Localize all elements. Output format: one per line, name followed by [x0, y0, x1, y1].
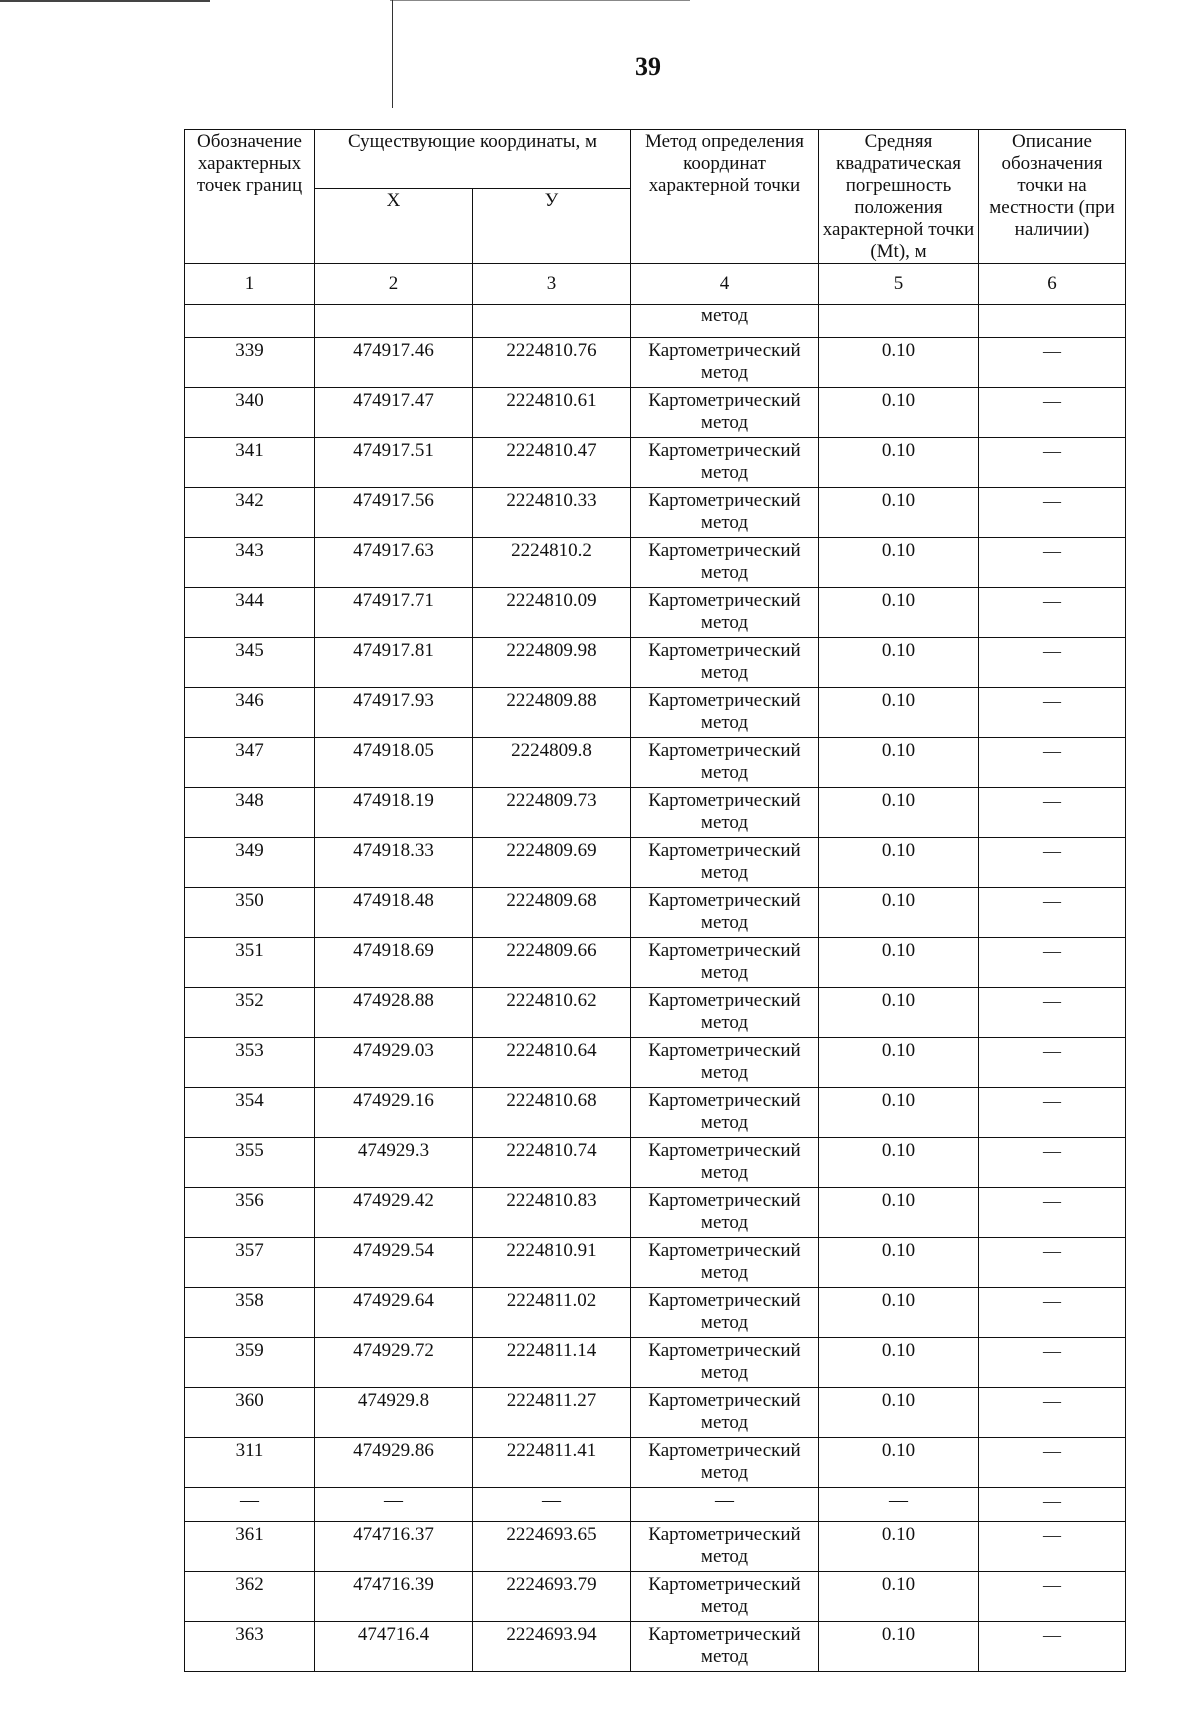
coord-y: 2224810.09	[473, 588, 631, 638]
coord-x: 474928.88	[315, 988, 473, 1038]
method-cell: Картометрический метод	[631, 1038, 819, 1088]
point-id: 347	[185, 738, 315, 788]
accuracy-cell: 0.10	[819, 1238, 979, 1288]
method-cell: Картометрический метод	[631, 638, 819, 688]
point-id: 346	[185, 688, 315, 738]
table-row	[185, 988, 1126, 1038]
method-cell: Картометрический метод	[631, 1522, 819, 1572]
coord-y: 2224693.65	[473, 1522, 631, 1572]
coord-y: 2224810.91	[473, 1238, 631, 1288]
coord-y: 2224693.94	[473, 1622, 631, 1672]
table-row	[185, 888, 1126, 938]
coord-x: —	[315, 1488, 473, 1522]
description-cell: —	[979, 838, 1126, 888]
description-cell: —	[979, 688, 1126, 738]
coord-x: 474929.3	[315, 1138, 473, 1188]
continuation-row	[185, 305, 1126, 338]
description-cell: —	[979, 788, 1126, 838]
column-number: 4	[631, 264, 819, 305]
coord-x: 474917.71	[315, 588, 473, 638]
table-row	[185, 1238, 1126, 1288]
table-row	[185, 1188, 1126, 1238]
column-number: 1	[185, 264, 315, 305]
point-id: 349	[185, 838, 315, 888]
table-row	[185, 538, 1126, 588]
coord-x: 474917.47	[315, 388, 473, 438]
table-row	[185, 438, 1126, 488]
scan-top-rule	[390, 0, 690, 1]
description-cell: —	[979, 338, 1126, 388]
accuracy-cell: 0.10	[819, 888, 979, 938]
accuracy-cell: 0.10	[819, 788, 979, 838]
method-cell: Картометрический метод	[631, 938, 819, 988]
coord-y: 2224810.61	[473, 388, 631, 438]
method-cell: Картометрический метод	[631, 338, 819, 388]
coord-x: 474917.46	[315, 338, 473, 388]
coord-x: 474918.05	[315, 738, 473, 788]
method-cell: Картометрический метод	[631, 1138, 819, 1188]
point-id: 351	[185, 938, 315, 988]
column-number: 2	[315, 264, 473, 305]
coord-x: 474918.33	[315, 838, 473, 888]
header-x: X	[315, 188, 473, 263]
table-row	[185, 388, 1126, 438]
separator-row	[185, 1488, 1126, 1522]
accuracy-cell: 0.10	[819, 1038, 979, 1088]
coord-x: 474929.72	[315, 1338, 473, 1388]
point-id: 361	[185, 1522, 315, 1572]
point-id: 343	[185, 538, 315, 588]
coord-x: 474918.48	[315, 888, 473, 938]
method-cell: Картометрический метод	[631, 1288, 819, 1338]
point-id: 344	[185, 588, 315, 638]
description-cell: —	[979, 488, 1126, 538]
method-cell: Картометрический метод	[631, 488, 819, 538]
boundary-points-table	[184, 129, 1126, 1672]
accuracy-cell: 0.10	[819, 688, 979, 738]
coord-y: 2224810.83	[473, 1188, 631, 1238]
table-row	[185, 1388, 1126, 1438]
description-cell: —	[979, 938, 1126, 988]
table-row	[185, 1038, 1126, 1088]
point-id: 359	[185, 1338, 315, 1388]
accuracy-cell: 0.10	[819, 1388, 979, 1438]
accuracy-cell: 0.10	[819, 1622, 979, 1672]
description-cell: —	[979, 1188, 1126, 1238]
point-id: 345	[185, 638, 315, 688]
coord-y: 2224811.02	[473, 1288, 631, 1338]
method-cell: Картометрический метод	[631, 688, 819, 738]
coord-y: 2224809.68	[473, 888, 631, 938]
coord-y: 2224810.33	[473, 488, 631, 538]
method-cell: —	[631, 1488, 819, 1522]
point-id: 311	[185, 1438, 315, 1488]
coord-x: 474929.16	[315, 1088, 473, 1138]
accuracy-cell: 0.10	[819, 388, 979, 438]
column-number: 5	[819, 264, 979, 305]
description-cell: —	[979, 1522, 1126, 1572]
coord-y: 2224809.66	[473, 938, 631, 988]
coord-y: 2224810.62	[473, 988, 631, 1038]
point-id: 360	[185, 1388, 315, 1438]
point-id: 363	[185, 1622, 315, 1672]
header-y: У	[473, 188, 631, 263]
coord-x: 474918.69	[315, 938, 473, 988]
point-id: 342	[185, 488, 315, 538]
header-coordinates: Существующие координаты, м	[315, 130, 631, 189]
table-row	[185, 838, 1126, 888]
accuracy-cell: 0.10	[819, 1088, 979, 1138]
scan-top-rule	[0, 0, 210, 2]
coord-y: 2224809.69	[473, 838, 631, 888]
coord-y: 2224810.2	[473, 538, 631, 588]
table-row	[185, 1622, 1126, 1672]
point-id: 352	[185, 988, 315, 1038]
coord-x: 474929.03	[315, 1038, 473, 1088]
description-cell: —	[979, 738, 1126, 788]
coord-y: 2224811.14	[473, 1338, 631, 1388]
method-cell: Картометрический метод	[631, 1088, 819, 1138]
accuracy-cell: 0.10	[819, 938, 979, 988]
point-id: 341	[185, 438, 315, 488]
coord-y: —	[473, 1488, 631, 1522]
point-id: 354	[185, 1088, 315, 1138]
description-cell: —	[979, 1288, 1126, 1338]
table-row	[185, 938, 1126, 988]
table-row	[185, 688, 1126, 738]
header-method: Метод определения координат характерной точки	[631, 130, 819, 264]
accuracy-cell: 0.10	[819, 738, 979, 788]
description-cell: —	[979, 588, 1126, 638]
method-cell: Картометрический метод	[631, 988, 819, 1038]
method-cell: Картометрический метод	[631, 1572, 819, 1622]
coord-y: 2224809.73	[473, 788, 631, 838]
table-row	[185, 488, 1126, 538]
point-id: 350	[185, 888, 315, 938]
description-cell: —	[979, 1088, 1126, 1138]
coord-y: 2224809.88	[473, 688, 631, 738]
coord-x: 474929.54	[315, 1238, 473, 1288]
point-id: —	[185, 1488, 315, 1522]
header-accuracy: Средняя квадратическая погрешность положения характерной точки (Mt), м	[819, 130, 979, 264]
description-cell: —	[979, 1388, 1126, 1438]
description-cell: —	[979, 988, 1126, 1038]
table-row	[185, 1522, 1126, 1572]
coord-x: 474716.39	[315, 1572, 473, 1622]
coord-x: 474929.8	[315, 1388, 473, 1438]
description-cell: —	[979, 638, 1126, 688]
table-row	[185, 338, 1126, 388]
coord-x: 474917.81	[315, 638, 473, 688]
coord-y: 2224811.27	[473, 1388, 631, 1438]
coord-x: 474929.64	[315, 1288, 473, 1338]
accuracy-cell: 0.10	[819, 1188, 979, 1238]
accuracy-cell: —	[819, 1488, 979, 1522]
accuracy-cell: 0.10	[819, 438, 979, 488]
column-numbers-row	[185, 264, 1126, 305]
accuracy-cell: 0.10	[819, 538, 979, 588]
description-cell: —	[979, 1138, 1126, 1188]
point-id: 348	[185, 788, 315, 838]
table-row	[185, 1338, 1126, 1388]
method-cell: Картометрический метод	[631, 738, 819, 788]
description-cell: —	[979, 1338, 1126, 1388]
accuracy-cell: 0.10	[819, 588, 979, 638]
method-cell: Картометрический метод	[631, 1622, 819, 1672]
table-row	[185, 1438, 1126, 1488]
description-cell: —	[979, 1572, 1126, 1622]
accuracy-cell: 0.10	[819, 488, 979, 538]
coord-y: 2224810.74	[473, 1138, 631, 1188]
accuracy-cell: 0.10	[819, 1338, 979, 1388]
accuracy-cell: 0.10	[819, 1138, 979, 1188]
coord-x: 474929.86	[315, 1438, 473, 1488]
table-row	[185, 1138, 1126, 1188]
description-cell: —	[979, 888, 1126, 938]
point-id: 340	[185, 388, 315, 438]
method-cell: Картометрический метод	[631, 888, 819, 938]
method-cell: Картометрический метод	[631, 1188, 819, 1238]
table-row	[185, 588, 1126, 638]
accuracy-cell: 0.10	[819, 1288, 979, 1338]
point-id: 353	[185, 1038, 315, 1088]
table-row	[185, 738, 1126, 788]
description-cell: —	[979, 388, 1126, 438]
point-id: 362	[185, 1572, 315, 1622]
accuracy-cell: 0.10	[819, 1522, 979, 1572]
description-cell: —	[979, 1622, 1126, 1672]
point-id: 355	[185, 1138, 315, 1188]
accuracy-cell: 0.10	[819, 338, 979, 388]
coord-x: 474716.37	[315, 1522, 473, 1572]
header-point-designation: Обозначение характерных точек границ	[185, 130, 315, 264]
column-number: 6	[979, 264, 1126, 305]
coord-x: 474917.63	[315, 538, 473, 588]
coord-x: 474918.19	[315, 788, 473, 838]
coord-y: 2224809.98	[473, 638, 631, 688]
point-id: 356	[185, 1188, 315, 1238]
coord-y: 2224810.76	[473, 338, 631, 388]
method-cell: Картометрический метод	[631, 1238, 819, 1288]
accuracy-cell: 0.10	[819, 1572, 979, 1622]
coord-y: 2224810.64	[473, 1038, 631, 1088]
accuracy-cell: 0.10	[819, 1438, 979, 1488]
method-cell: Картометрический метод	[631, 838, 819, 888]
method-cell: Картометрический метод	[631, 1438, 819, 1488]
coord-x: 474917.56	[315, 488, 473, 538]
point-id: 339	[185, 338, 315, 388]
header-description: Описание обозначения точки на местности (при наличии)	[979, 130, 1126, 264]
method-cell: Картометрический метод	[631, 438, 819, 488]
page-number: 39	[635, 52, 661, 81]
accuracy-cell: 0.10	[819, 838, 979, 888]
table-row	[185, 638, 1126, 688]
method-cell: Картометрический метод	[631, 788, 819, 838]
coord-x: 474917.51	[315, 438, 473, 488]
method-cell: Картометрический метод	[631, 388, 819, 438]
description-cell: —	[979, 1438, 1126, 1488]
coord-x: 474917.93	[315, 688, 473, 738]
description-cell: —	[979, 1238, 1126, 1288]
continuation-text: метод	[631, 305, 819, 338]
table-row	[185, 1288, 1126, 1338]
coord-x: 474716.4	[315, 1622, 473, 1672]
method-cell: Картометрический метод	[631, 1338, 819, 1388]
column-number: 3	[473, 264, 631, 305]
table-row	[185, 1572, 1126, 1622]
coord-y: 2224810.47	[473, 438, 631, 488]
coord-x: 474929.42	[315, 1188, 473, 1238]
description-cell: —	[979, 438, 1126, 488]
table-row	[185, 788, 1126, 838]
point-id: 358	[185, 1288, 315, 1338]
method-cell: Картометрический метод	[631, 588, 819, 638]
coord-y: 2224810.68	[473, 1088, 631, 1138]
point-id: 357	[185, 1238, 315, 1288]
description-cell: —	[979, 538, 1126, 588]
accuracy-cell: 0.10	[819, 638, 979, 688]
accuracy-cell: 0.10	[819, 988, 979, 1038]
method-cell: Картометрический метод	[631, 1388, 819, 1438]
description-cell: —	[979, 1488, 1126, 1522]
description-cell: —	[979, 1038, 1126, 1088]
coord-y: 2224809.8	[473, 738, 631, 788]
coord-y: 2224811.41	[473, 1438, 631, 1488]
table-row	[185, 1088, 1126, 1138]
coord-y: 2224693.79	[473, 1572, 631, 1622]
method-cell: Картометрический метод	[631, 538, 819, 588]
